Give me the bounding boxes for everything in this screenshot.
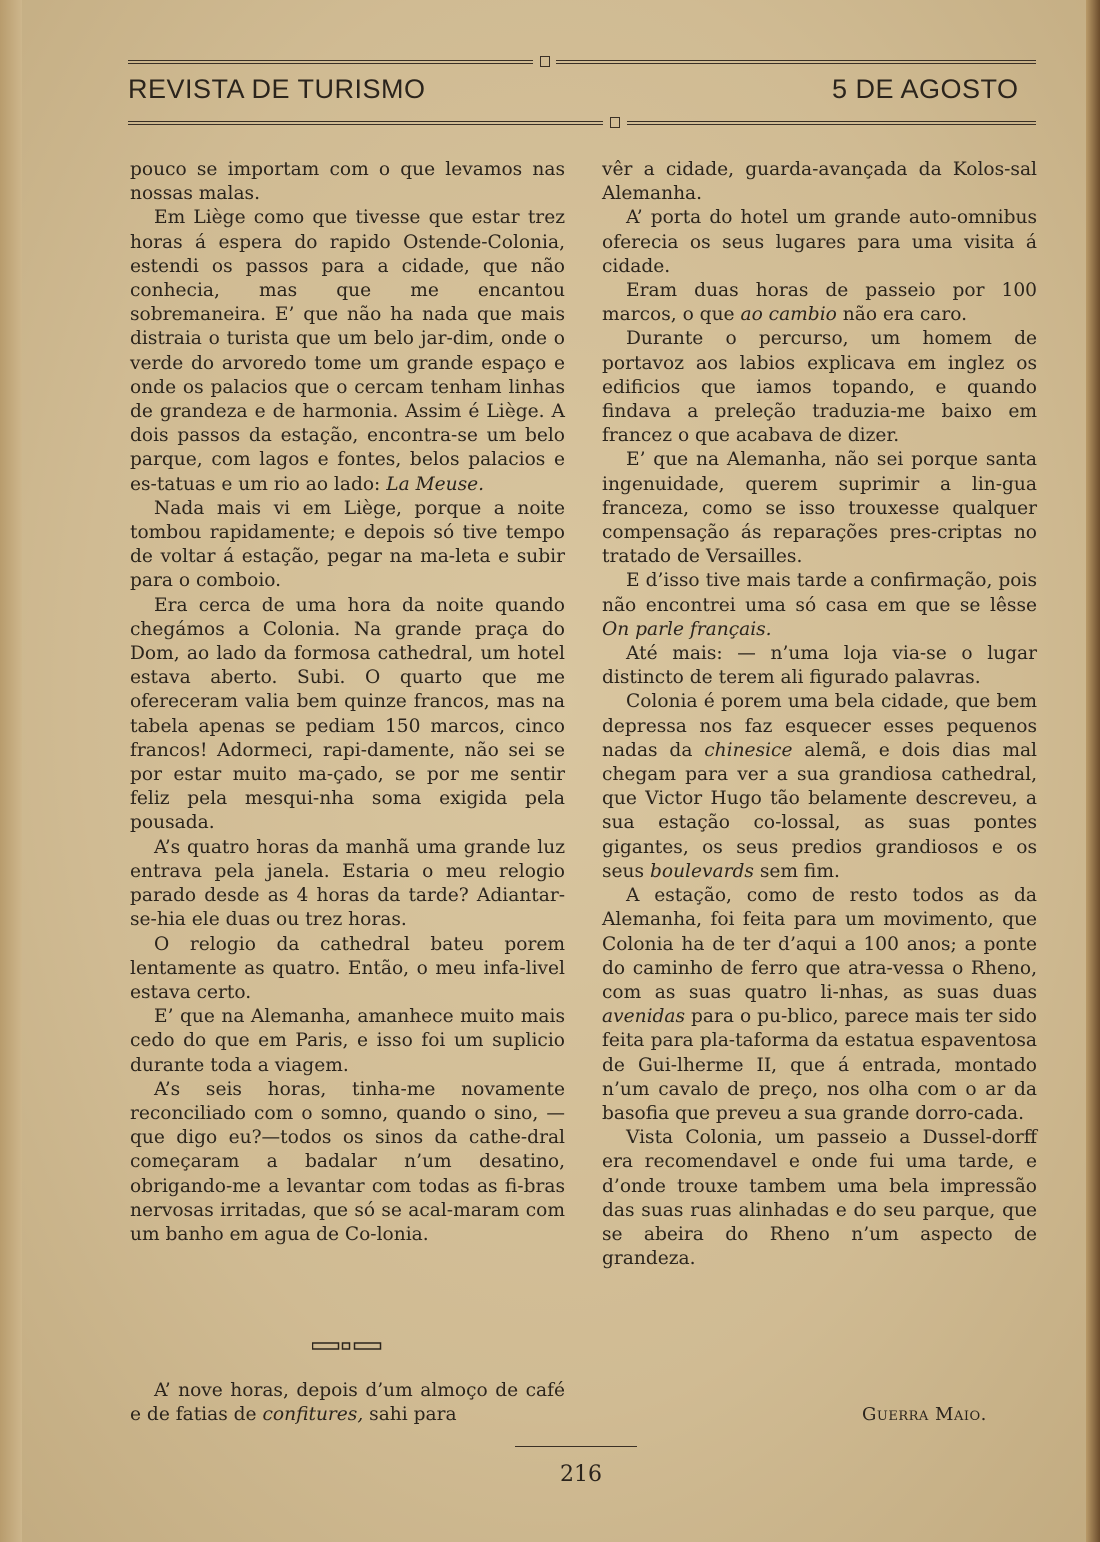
page-edge-right — [1086, 0, 1100, 1542]
paragraph: A’s quatro horas da manhã uma grande luz entrava pela janela. Estaria o meu relogio parado desde as 4 horas da tarde? Adiantar-se-hia ele duas ou trez horas. — [130, 836, 565, 931]
paragraph: Nada mais vi em Liège, porque a noite tombou rapidamente; e depois só tive tempo de voltar á estação, pegar na ma-leta e subir para o comboio. — [130, 497, 565, 592]
paragraph: vêr a cidade, guarda-avançada da Kolos-sal Alemanha. — [602, 159, 1037, 205]
page-number: 216 — [560, 1462, 602, 1487]
paragraph: Durante o percurso, um homem de portavoz aos labios explicava em inglez os edificios que iamos topando, e quando findava a preleção traduzia-me baixo em francez o que acabava de dizer. — [602, 328, 1037, 447]
paragraph: Em Liège como que tivesse que estar trez horas á espera do rapido Ostende-Colonia, estendi os passos para a cidade, que não conhecia, mas que me encantou sobremaneira. E’ que não ha nada que mais distraia o turista que um belo jar-dim, onde o verde do arvoredo tome um grande espaço e onde os palacios que o cercam tenham linhas de grandeza e de harmonia. Assim é Liège. A dois passos da estação, encontra-se um belo parque, com lagos e fontes, belos palacios e es-tatuas e um rio ao lado: La Meuse. — [130, 207, 565, 495]
page-edge-left — [0, 0, 22, 1542]
paragraph: A estação, como de resto todos as da Alemanha, foi feita para um movimento, que Colonia ha de ter d’aqui a 100 anos; a ponte do caminho de ferro que atra-vessa o Rheno, com as suas quatro li-nhas, as suas duas avenidas para o pu-blico, parece mais ter sido feita para pla-taforma da estatua espaventosa de Gui-lherme II, que á entrada, montado n’um cavalo de preço, nos olha com o ar da basofia que preveu a sua grande dorro-cada. — [602, 885, 1037, 1124]
author-signature: Guerra Maio. — [862, 1404, 987, 1425]
header-rule-bottom-left — [128, 121, 603, 125]
paragraph: Até mais: — n’uma loja via-se o lugar distincto de terem ali figurado palavras. — [602, 643, 1037, 689]
paragraph: pouco se importam com o que levamos nas nossas malas. — [130, 159, 565, 205]
paragraph: Eram duas horas de passeio por 100 marcos, o que ao cambio não era caro. — [602, 280, 1037, 326]
paragraph: E d’isso tive mais tarde a confirmação, pois não encontrei uma só casa em que se lêsse On parle français. — [602, 570, 1037, 640]
header-rule-bottom-box — [610, 117, 620, 128]
column-right — [602, 158, 1037, 1271]
paragraph: A’s seis horas, tinha-me novamente reconciliado com o somno, quando o sino, —que digo eu?—todos os sinos da cathe-dral começaram a badalar n’um desatino, obrigando-me a levantar com todas as fi-bras nervosas irritadas, que só se acal-maram com um banho em agua de Co-lonia. — [130, 1078, 565, 1245]
paragraph: A’ porta do hotel um grande auto-omnibus oferecia os seus lugares para uma visita á cidade. — [602, 207, 1037, 277]
header-rule-bottom-right — [627, 121, 1036, 125]
header-rule-top-left — [128, 60, 533, 64]
issue-date: 5 DE AGOSTO — [832, 74, 1019, 104]
paragraph: A’ nove horas, depois d’um almoço de café e de fatias de confitures, sahi para — [130, 1380, 565, 1426]
paragraph: E’ que na Alemanha, não sei porque santa ingenuidade, querem suprimir a lin-gua franceza, como se isso trouxesse qualquer compensação ás reparações pres-criptas no tratado de Versailles. — [602, 449, 1037, 568]
column-left — [130, 158, 565, 1247]
journal-title: REVISTA DE TURISMO — [128, 74, 426, 104]
header-rule-top-box — [540, 56, 550, 67]
paragraph: Era cerca de uma hora da noite quando chegámos a Colonia. Na grande praça do Dom, ao lado da formosa cathedral, um hotel estava aberto. Subi. O quarto que me ofereceram valia bem quinze francos, mas na tabela apenas se pediam 150 marcos, cinco francos! Adormeci, rapi-damente, não sei se por estar muito ma-çado, se por me sentir feliz pela mesqui-nha soma exigida pela pousada. — [130, 594, 565, 834]
paragraph: O relogio da cathedral bateu porem lentamente as quatro. Então, o meu infa-livel estava certo. — [130, 933, 565, 1003]
section-ornament — [312, 1341, 382, 1351]
paragraph: Colonia é porem uma bela cidade, que bem depressa nos faz esquecer esses pequenos nadas da chinesice alemã, e dois dias mal chegam para ver a sua grandiosa cathedral, que Victor Hugo tão belamente descreveu, a sua estação co-lossal, as suas pontes gigantes, os seus predios grandiosos e os seus boulevards sem fim. — [602, 691, 1037, 882]
header-rule-top-right — [556, 60, 1036, 64]
column-left-after-ornament — [130, 1379, 565, 1427]
paragraph: Vista Colonia, um passeio a Dussel-dorff era recomendavel e onde fui uma tarde, e d’onde trouxe tambem uma bela impressão das suas ruas alinhadas e do seu parque, que se abeira do Rheno n’um aspecto de grandeza. — [602, 1127, 1037, 1270]
footer-rule — [515, 1446, 637, 1447]
paragraph: E’ que na Alemanha, amanhece muito mais cedo do que em Paris, e isso foi um suplicio durante toda a viagem. — [130, 1006, 565, 1076]
